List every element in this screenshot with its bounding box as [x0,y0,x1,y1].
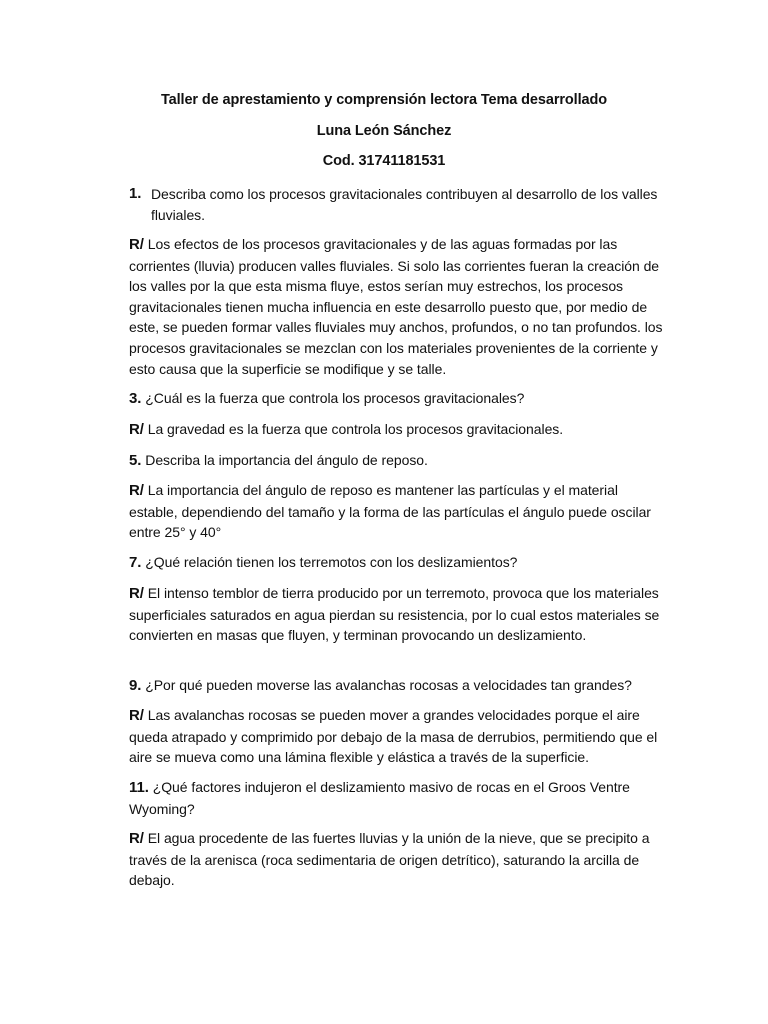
question-number: 3. [129,390,142,407]
student-code: Cod. 31741181531 [322,153,446,169]
question-number: 5. [129,452,142,469]
answer-1 [129,234,664,379]
answer-3 [129,419,664,441]
answer-text: Los efectos de los procesos gravitacionales y de las aguas formadas por las corrientes (lluvia) producen valles fluviales. Si solo las corrientes fueran la creación de los valles por la que esta misma fluye, estos serían muy estrechos, los procesos gravitacionales tienen mucha influencia en este desarrollo puesto que, por medio de este, se pueden formar valles fluviales muy anchos, profundos, o no tan profundos. los procesos gravitacionales se mezclan con los materiales provenientes de la corriente y esto causa que la superficie se modifique y se talle. [129,236,663,377]
question-text: ¿Qué factores indujeron el deslizamiento masivo de rocas en el Groos Ventre Wyoming? [129,779,630,817]
question-1 [129,184,664,225]
answer-11 [129,828,664,891]
document-title: Taller de aprestamiento y comprensión lectora Tema desarrollado [160,92,608,108]
answer-label: R/ [129,707,144,724]
question-text: Describa la importancia del ángulo de reposo. [145,452,428,468]
answer-label: R/ [129,585,144,602]
question-11 [129,777,664,819]
question-number: 1. [129,185,142,202]
answer-text: El intenso temblor de tierra producido por un terremoto, provoca que los materiales superficiales saturados en agua pierdan su resistencia, por lo cual estos materiales se convierten en masas que fluyen, y terminan provocando un deslizamiento. [129,585,660,644]
answer-text: La importancia del ángulo de reposo es mantener las partículas y el material estable, dependiendo del tamaño y la forma de las partículas el ángulo puede oscilar entre 25° y 40° [129,482,651,541]
question-number: 11. [129,779,149,796]
answer-label: R/ [129,830,144,847]
question-text: ¿Cuál es la fuerza que controla los procesos gravitacionales? [145,390,525,406]
author-name: Luna León Sánchez [316,123,452,139]
question-text: ¿Por qué pueden moverse las avalanchas rocosas a velocidades tan grandes? [145,677,632,693]
answer-7 [129,583,664,646]
question-5 [129,450,664,472]
question-number: 7. [129,554,142,571]
answer-text: El agua procedente de las fuertes lluvias y la unión de la nieve, que se precipito a través de la arenisca (roca sedimentaria de origen detrítico), saturando la arcilla de debajo. [129,830,650,889]
answer-label: R/ [129,421,144,438]
question-text: ¿Qué relación tienen los terremotos con los deslizamientos? [145,554,518,570]
question-7 [129,552,664,574]
question-number: 9. [129,677,142,694]
answer-9 [129,705,664,768]
question-3 [129,388,664,410]
question-9 [129,675,664,697]
question-text: Describa como los procesos gravitacionales contribuyen al desarrollo de los valles fluviales. [151,186,658,223]
answer-text: La gravedad es la fuerza que controla los procesos gravitacionales. [147,421,564,437]
answer-text: Las avalanchas rocosas se pueden mover a grandes velocidades porque el aire queda atrapado y comprimido por debajo de la masa de derrubios, permitiendo que el aire se mueva como una lámina flexible y elástica a través de la superficie. [129,707,658,766]
answer-5 [129,480,664,543]
answer-label: R/ [129,482,144,499]
answer-label: R/ [129,236,144,253]
